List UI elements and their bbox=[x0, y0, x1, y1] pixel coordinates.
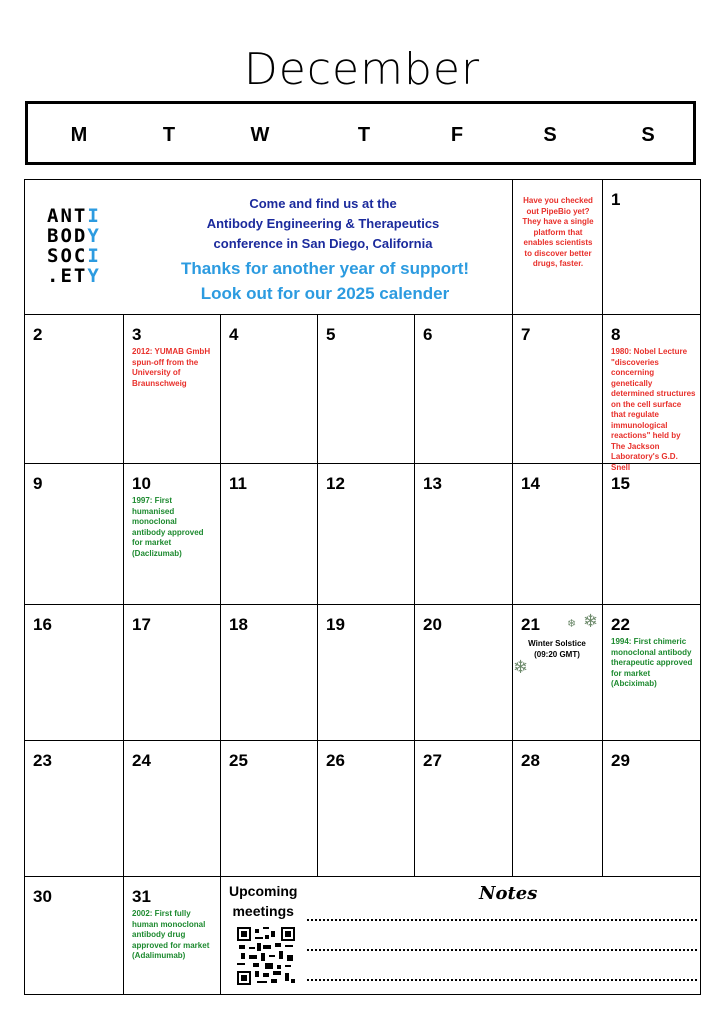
day-number: 9 bbox=[33, 474, 43, 493]
weekday-fri: F bbox=[450, 124, 464, 146]
day-number: 13 bbox=[423, 474, 442, 493]
day-number: 22 bbox=[611, 615, 630, 634]
day-number: 6 bbox=[423, 325, 433, 344]
event-note: 2002: First fully human monoclonal antibody drug approved for market (Adalimumab) bbox=[132, 909, 210, 960]
notes-cell bbox=[221, 877, 701, 995]
day-cell-16 bbox=[25, 605, 124, 741]
day-number: 24 bbox=[132, 751, 151, 770]
day-number: 11 bbox=[229, 474, 247, 493]
day-cell-19 bbox=[318, 605, 415, 741]
day-number: 12 bbox=[326, 474, 345, 493]
calendar-grid bbox=[24, 179, 701, 995]
snowflake-icon: ❄ bbox=[583, 611, 599, 631]
note-line[interactable] bbox=[307, 979, 697, 981]
day-number: 7 bbox=[521, 325, 531, 344]
day-number: 30 bbox=[33, 887, 52, 906]
weekday-thu: T bbox=[357, 124, 371, 146]
day-number: 5 bbox=[326, 325, 336, 344]
day-number: 10 bbox=[132, 474, 151, 493]
day-number: 23 bbox=[33, 751, 52, 770]
event-note: 1980: Nobel Lecture "discoveries concerning genetically determined structures on the cell surface that regulate immunological reactions" held by The Jackson Laboratory's G.D. Snell bbox=[611, 347, 696, 472]
snowflake-icon: ❄ bbox=[567, 618, 577, 630]
day-number: 2 bbox=[33, 325, 43, 344]
day-number: 3 bbox=[132, 325, 142, 344]
day-cell-18 bbox=[221, 605, 318, 741]
weekday-sun: S bbox=[641, 124, 655, 146]
day-cell-10 bbox=[124, 464, 221, 605]
day-cell-21 bbox=[513, 605, 603, 741]
notes-label: Notes bbox=[479, 883, 538, 904]
day-cell-31 bbox=[124, 877, 221, 995]
day-cell-2 bbox=[25, 315, 124, 464]
day-number: 19 bbox=[326, 615, 345, 634]
day-number: 4 bbox=[229, 325, 239, 344]
day-number: 27 bbox=[423, 751, 442, 770]
day-number: 14 bbox=[521, 474, 540, 493]
day-number: 17 bbox=[132, 615, 151, 634]
day-cell-17 bbox=[124, 605, 221, 741]
day-number: 16 bbox=[33, 615, 52, 634]
thanks-message: Thanks for another year of support! Look out for our 2025 calender bbox=[180, 259, 470, 303]
day-number: 1 bbox=[611, 190, 621, 209]
day-number: 21 bbox=[521, 615, 540, 634]
day-number: 18 bbox=[229, 615, 248, 634]
event-note: 1997: First humanised monoclonal antibody approved for market (Daclizumab) bbox=[132, 496, 204, 558]
day-cell-24 bbox=[124, 741, 221, 877]
day-cell-5 bbox=[318, 315, 415, 464]
day-cell-29 bbox=[603, 741, 701, 877]
event-note: 2012: YUMAB GmbH spun-off from the University of Braunschweig bbox=[132, 347, 211, 388]
day-cell-9 bbox=[25, 464, 124, 605]
day-number: 28 bbox=[521, 751, 540, 770]
qr-code-icon[interactable] bbox=[237, 927, 295, 985]
day-number: 31 bbox=[132, 887, 151, 906]
note-line[interactable] bbox=[307, 949, 697, 951]
antibody-society-logo: ANTI BODY SOCI .ETY bbox=[47, 205, 101, 287]
day-cell-4 bbox=[221, 315, 318, 464]
day-cell-11 bbox=[221, 464, 318, 605]
day-cell-14 bbox=[513, 464, 603, 605]
weekday-sat: S bbox=[543, 124, 557, 146]
day-number: 8 bbox=[611, 325, 621, 344]
pipebio-cell bbox=[513, 180, 603, 315]
day-cell-3 bbox=[124, 315, 221, 464]
pipebio-note: Have you checked out PipeBio yet? They have a single platform that enables scientists to discover better drugs, faster. bbox=[522, 196, 594, 268]
day-number: 25 bbox=[229, 751, 248, 770]
day-cell-25 bbox=[221, 741, 318, 877]
promo-cell bbox=[25, 180, 513, 315]
weekday-header bbox=[25, 101, 696, 165]
day-cell-22 bbox=[603, 605, 701, 741]
conference-message: Come and find us at the Antibody Engineering & Therapeutics conference in San Diego, California bbox=[206, 196, 440, 251]
day-cell-20 bbox=[415, 605, 513, 741]
day-number: 29 bbox=[611, 751, 630, 770]
day-cell-12 bbox=[318, 464, 415, 605]
day-cell-15 bbox=[603, 464, 701, 605]
day-cell-27 bbox=[415, 741, 513, 877]
day-cell-8 bbox=[603, 315, 701, 472]
day-cell-7 bbox=[513, 315, 603, 464]
upcoming-meetings-label: Upcoming meetings bbox=[229, 883, 298, 919]
weekday-mon: M bbox=[70, 124, 88, 146]
day-number: 15 bbox=[611, 474, 630, 493]
weekday-wed: W bbox=[250, 124, 270, 146]
day-cell-1 bbox=[603, 180, 701, 315]
day-cell-6 bbox=[415, 315, 513, 464]
month-title: December bbox=[243, 44, 481, 95]
note-line[interactable] bbox=[307, 919, 697, 921]
weekday-tue: T bbox=[162, 124, 176, 146]
snowflake-icon: ❄ bbox=[513, 657, 529, 677]
day-cell-23 bbox=[25, 741, 124, 877]
day-cell-26 bbox=[318, 741, 415, 877]
winter-solstice-note: Winter Solstice (09:20 GMT) bbox=[528, 639, 586, 659]
day-cell-30 bbox=[25, 877, 124, 995]
event-note: 1994: First chimeric monoclonal antibody therapeutic approved for market (Abciximab) bbox=[611, 637, 693, 688]
day-number: 26 bbox=[326, 751, 345, 770]
day-cell-13 bbox=[415, 464, 513, 605]
day-number: 20 bbox=[423, 615, 442, 634]
day-cell-28 bbox=[513, 741, 603, 877]
